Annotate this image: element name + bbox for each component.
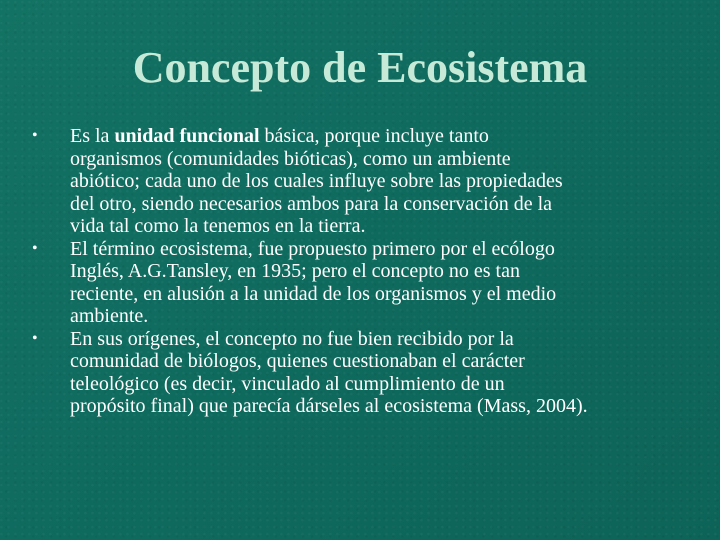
bold-term: unidad funcional bbox=[114, 125, 260, 147]
bullet-text-line: comunidad de biólogos, quienes cuestionaban el carácter bbox=[70, 350, 525, 372]
bullet-text-line: vida tal como la tenemos en la tierra. bbox=[70, 215, 366, 237]
bullet-text-line: teleológico (es decir, vinculado al cumplimiento de un bbox=[70, 372, 505, 395]
bullet-text-line: propósito final) que parecía dárseles al ecosistema (Mass, 2004). bbox=[70, 395, 588, 417]
bullet-text-line: ambiente. bbox=[70, 305, 149, 327]
bullet-item bbox=[32, 238, 692, 328]
bullet-text-line: Es la unidad funcional básica, porque incluye tanto bbox=[70, 125, 489, 147]
bullet-text-line: del otro, siendo necesarios ambos para la conservación de la bbox=[70, 192, 553, 215]
slide-title: Concepto de Ecosistema bbox=[132, 43, 588, 92]
bullet-icon: • bbox=[32, 329, 38, 347]
bullet-text-line: reciente, en alusión a la unidad de los organismos y el medio bbox=[70, 282, 557, 305]
bullet-list bbox=[32, 125, 692, 418]
bullet-text-line: Inglés, A.G.Tansley, en 1935; pero el concepto no es tan bbox=[70, 260, 520, 282]
bullet-text-line: abiótico; cada uno de los cuales influye sobre las propiedades bbox=[70, 170, 563, 192]
bullet-text-line: organismos (comunidades bióticas), como un ambiente bbox=[70, 147, 511, 170]
bullet-text-line: En sus orígenes, el concepto no fue bien recibido por la bbox=[70, 327, 514, 350]
bullet-icon: • bbox=[32, 239, 38, 257]
bullet-item bbox=[32, 328, 692, 418]
bullet-icon: • bbox=[32, 127, 38, 144]
bullet-item bbox=[32, 125, 692, 238]
bullet-text-line: El término ecosistema, fue propuesto primero por el ecólogo bbox=[70, 237, 555, 260]
